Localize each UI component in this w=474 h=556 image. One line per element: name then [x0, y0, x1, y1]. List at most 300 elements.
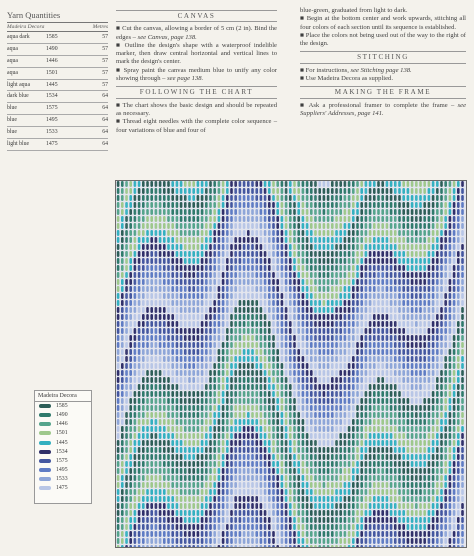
stitch [360, 237, 363, 243]
stitch [239, 342, 242, 348]
stitch [251, 349, 254, 355]
stitch [327, 524, 330, 530]
stitch [163, 237, 166, 243]
stitch [197, 377, 200, 383]
stitch [402, 489, 405, 495]
stitch [394, 272, 397, 278]
stitch [218, 216, 221, 222]
stitch [213, 545, 216, 548]
stitch [129, 517, 132, 523]
stitch [331, 279, 334, 285]
stitch [188, 335, 191, 341]
stitch [201, 321, 204, 327]
stitch [356, 377, 359, 383]
stitch [411, 454, 414, 460]
stitch [436, 363, 439, 369]
stitch [247, 300, 250, 306]
stitch [318, 244, 321, 250]
stitch [453, 426, 456, 432]
legend-item [35, 483, 91, 492]
stitch [457, 258, 460, 264]
stitch [159, 531, 162, 537]
stitch [453, 496, 456, 502]
stitch [205, 349, 208, 355]
stitch [289, 538, 292, 544]
stitch [234, 314, 237, 320]
stitch [251, 398, 254, 404]
stitch [394, 251, 397, 257]
stitch [323, 440, 326, 446]
stitch [428, 286, 431, 292]
stitch [180, 363, 183, 369]
stitch [331, 363, 334, 369]
stitch [121, 356, 124, 362]
stitch [390, 349, 393, 355]
stitch [327, 468, 330, 474]
stitch [188, 223, 191, 229]
stitch [276, 412, 279, 418]
stitch [163, 454, 166, 460]
stitch [146, 356, 149, 362]
stitch [289, 321, 292, 327]
stitch [360, 419, 363, 425]
stitch [398, 370, 401, 376]
stitch [423, 391, 426, 397]
stitch [197, 531, 200, 537]
stitch [255, 384, 258, 390]
stitch [444, 489, 447, 495]
stitch [146, 398, 149, 404]
stitch [331, 524, 334, 530]
stitch [146, 293, 149, 299]
stitch [318, 223, 321, 229]
stitch [226, 503, 229, 509]
stitch [352, 230, 355, 236]
stitch [260, 328, 263, 334]
stitch [226, 377, 229, 383]
stitch [318, 489, 321, 495]
stitch [117, 482, 120, 488]
stitch [276, 503, 279, 509]
stitch [163, 384, 166, 390]
stitch [230, 517, 233, 523]
stitch [222, 489, 225, 495]
stitch [142, 391, 145, 397]
stitch [142, 426, 145, 432]
stitch [293, 328, 296, 334]
stitch [121, 307, 124, 313]
stitch [276, 426, 279, 432]
stitch [180, 279, 183, 285]
stitch [352, 419, 355, 425]
stitch [318, 538, 321, 544]
stitch [356, 433, 359, 439]
stitch [310, 202, 313, 208]
stitch [318, 545, 321, 548]
stitch [213, 223, 216, 229]
stitch [281, 503, 284, 509]
stitch [318, 314, 321, 320]
stitch [428, 342, 431, 348]
stitch [117, 454, 120, 460]
stitch [142, 230, 145, 236]
stitch [436, 328, 439, 334]
stitch [121, 468, 124, 474]
stitch [289, 489, 292, 495]
stitch [197, 314, 200, 320]
stitch [369, 188, 372, 194]
legend-item [35, 456, 91, 465]
stitch [331, 209, 334, 215]
stitch [335, 545, 338, 548]
stitch [213, 391, 216, 397]
stitch [314, 489, 317, 495]
stitch [411, 531, 414, 537]
stitch [138, 293, 141, 299]
stitch [260, 342, 263, 348]
stitch [121, 181, 124, 187]
stitch [356, 286, 359, 292]
stitch [234, 384, 237, 390]
stitch [201, 370, 204, 376]
yarn-color-name: aqua [7, 69, 18, 76]
stitch [180, 328, 183, 334]
stitch [453, 321, 456, 327]
stitch [398, 440, 401, 446]
stitch [205, 181, 208, 187]
stitch [209, 335, 212, 341]
stitch [440, 433, 443, 439]
stitch [360, 412, 363, 418]
stitch [293, 412, 296, 418]
stitch [314, 279, 317, 285]
stitch [302, 426, 305, 432]
stitch [197, 195, 200, 201]
stitch [125, 503, 128, 509]
stitch [419, 216, 422, 222]
stitch [281, 244, 284, 250]
stitch [314, 468, 317, 474]
stitch [268, 475, 271, 481]
stitch [159, 237, 162, 243]
stitch [117, 349, 120, 355]
stitch [432, 223, 435, 229]
stitch [415, 384, 418, 390]
stitch [394, 356, 397, 362]
stitch [356, 265, 359, 271]
stitch [255, 251, 258, 257]
stitch [369, 202, 372, 208]
stitch [423, 426, 426, 432]
stitch [226, 489, 229, 495]
stitch [205, 195, 208, 201]
stitch [142, 377, 145, 383]
stitch [197, 342, 200, 348]
stitch [188, 363, 191, 369]
yarn-table-row [7, 139, 108, 151]
stitch [239, 300, 242, 306]
stitch [239, 216, 242, 222]
stitch [146, 216, 149, 222]
stitch [171, 335, 174, 341]
stitch [432, 475, 435, 481]
stitch [436, 181, 439, 187]
stitch [260, 251, 263, 257]
stitch [314, 300, 317, 306]
stitch [302, 475, 305, 481]
stitch [461, 356, 464, 362]
stitch [449, 517, 452, 523]
stitch [390, 440, 393, 446]
stitch [197, 468, 200, 474]
stitch [323, 258, 326, 264]
stitch [381, 454, 384, 460]
stitch [398, 265, 401, 271]
stitch [339, 461, 342, 467]
stitch-chart [115, 180, 467, 548]
stitch [272, 517, 275, 523]
stitch [247, 237, 250, 243]
stitch [440, 419, 443, 425]
stitch [150, 482, 153, 488]
stitch [327, 377, 330, 383]
stitch [125, 419, 128, 425]
stitch [121, 321, 124, 327]
stitch [142, 475, 145, 481]
stitch [234, 265, 237, 271]
stitch [335, 538, 338, 544]
stitch [201, 475, 204, 481]
stitch [348, 230, 351, 236]
stitch [331, 342, 334, 348]
stitch [428, 412, 431, 418]
stitch [180, 251, 183, 257]
stitch [247, 461, 250, 467]
stitch [415, 426, 418, 432]
stitch [247, 279, 250, 285]
stitch [150, 475, 153, 481]
stitch [150, 426, 153, 432]
stitch [411, 482, 414, 488]
stitch [394, 188, 397, 194]
stitch [167, 328, 170, 334]
stitch [402, 363, 405, 369]
stitch [243, 384, 246, 390]
stitch [461, 531, 464, 537]
stitch [360, 405, 363, 411]
stitch [335, 223, 338, 229]
stitch [394, 419, 397, 425]
stitch [180, 398, 183, 404]
stitch [184, 482, 187, 488]
stitch [289, 272, 292, 278]
stitch [318, 496, 321, 502]
stitch [226, 265, 229, 271]
stitch [268, 538, 271, 544]
stitch [461, 342, 464, 348]
stitch [142, 461, 145, 467]
stitch [230, 349, 233, 355]
stitch [423, 216, 426, 222]
stitch [121, 426, 124, 432]
stitch [297, 545, 300, 548]
stitch [339, 286, 342, 292]
stitch [150, 321, 153, 327]
stitch [461, 209, 464, 215]
stitch [251, 328, 254, 334]
stitch [415, 230, 418, 236]
stitch [440, 545, 443, 548]
stitch [449, 335, 452, 341]
stitch [444, 181, 447, 187]
stitch [129, 370, 132, 376]
stitch [230, 405, 233, 411]
stitch [436, 468, 439, 474]
stitch [457, 223, 460, 229]
stitch [449, 433, 452, 439]
stitch [289, 181, 292, 187]
stitch [457, 496, 460, 502]
stitch [444, 272, 447, 278]
stitch [327, 349, 330, 355]
stitch [272, 482, 275, 488]
stitch [289, 230, 292, 236]
stitch [428, 258, 431, 264]
stitch [381, 496, 384, 502]
stitch [310, 328, 313, 334]
stitch [323, 230, 326, 236]
stitch [180, 286, 183, 292]
stitch [142, 398, 145, 404]
stitch [289, 265, 292, 271]
stitch [419, 538, 422, 544]
stitch [432, 181, 435, 187]
stitch [423, 419, 426, 425]
stitch [352, 279, 355, 285]
stitch [428, 230, 431, 236]
stitch [205, 223, 208, 229]
stitch [398, 461, 401, 467]
stitch [415, 475, 418, 481]
stitch [184, 426, 187, 432]
stitch [192, 538, 195, 544]
stitch [150, 433, 153, 439]
stitch [369, 426, 372, 432]
stitch [121, 265, 124, 271]
stitch [272, 209, 275, 215]
stitch [318, 181, 321, 187]
stitch [226, 307, 229, 313]
stitch [369, 391, 372, 397]
stitch [188, 244, 191, 250]
stitch [222, 391, 225, 397]
stitch [159, 293, 162, 299]
stitch [302, 482, 305, 488]
stitch [268, 454, 271, 460]
stitch [461, 300, 464, 306]
stitch [407, 321, 410, 327]
stitch [432, 482, 435, 488]
stitch [411, 461, 414, 467]
stitch [205, 342, 208, 348]
stitch [129, 433, 132, 439]
yarn-code: 1533 [46, 129, 58, 136]
stitch [180, 181, 183, 187]
stitch [268, 216, 271, 222]
stitch [348, 314, 351, 320]
stitch [297, 335, 300, 341]
stitch [276, 531, 279, 537]
stitch [180, 216, 183, 222]
stitch [188, 384, 191, 390]
stitch [373, 272, 376, 278]
stitch [449, 328, 452, 334]
stitch [331, 321, 334, 327]
stitch [402, 342, 405, 348]
stitch [402, 384, 405, 390]
stitch [377, 426, 380, 432]
stitch [201, 405, 204, 411]
stitch [272, 230, 275, 236]
stitch [230, 524, 233, 530]
stitch [394, 454, 397, 460]
stitch [352, 272, 355, 278]
stitch [234, 335, 237, 341]
stitch [226, 496, 229, 502]
stitch [255, 356, 258, 362]
stitch [197, 405, 200, 411]
stitch [449, 538, 452, 544]
stitch [318, 398, 321, 404]
stitch [260, 419, 263, 425]
stitch [180, 195, 183, 201]
stitch [293, 349, 296, 355]
stitch [331, 405, 334, 411]
stitch [352, 244, 355, 250]
stitch [360, 188, 363, 194]
stitch [369, 363, 372, 369]
stitch [276, 321, 279, 327]
stitch [243, 216, 246, 222]
stitch [201, 391, 204, 397]
stitch [117, 412, 120, 418]
stitch [150, 230, 153, 236]
stitch [226, 293, 229, 299]
stitch [260, 398, 263, 404]
stitch [188, 517, 191, 523]
stitch [461, 482, 464, 488]
stitch [234, 349, 237, 355]
stitch [339, 503, 342, 509]
stitch [402, 496, 405, 502]
stitch [323, 419, 326, 425]
stitch [360, 489, 363, 495]
instructions-column-right [300, 7, 466, 118]
stitch [440, 496, 443, 502]
stitch [440, 356, 443, 362]
stitch [432, 377, 435, 383]
stitch [398, 531, 401, 537]
stitch [453, 342, 456, 348]
stitch [234, 461, 237, 467]
stitch [247, 496, 250, 502]
stitch [150, 314, 153, 320]
stitch [339, 447, 342, 453]
stitch [419, 293, 422, 299]
stitch [423, 272, 426, 278]
stitch [444, 475, 447, 481]
stitch [335, 454, 338, 460]
